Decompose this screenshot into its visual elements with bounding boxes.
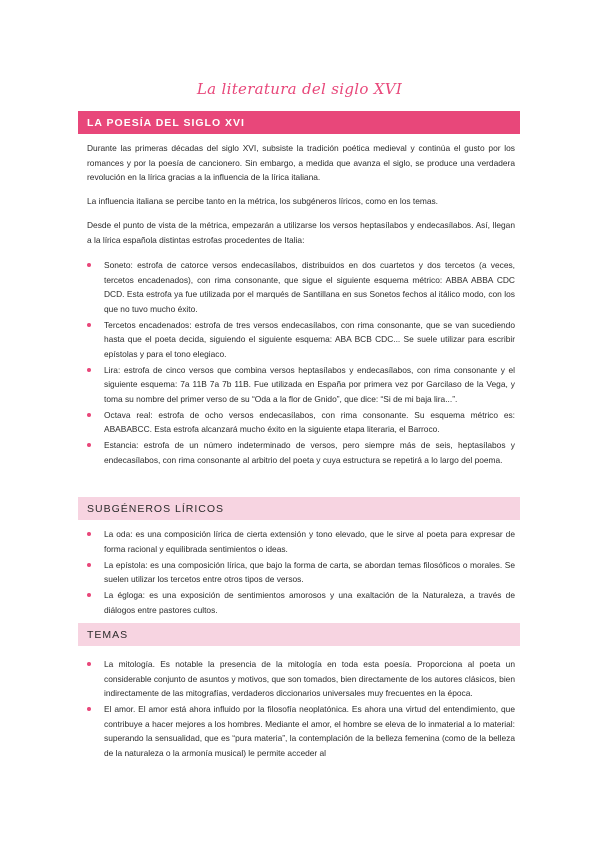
list-item: La epístola: es una composición lírica, que bajo la forma de carta, se abordan temas filosóficos o morales. Se suelen utilizar los tercetos entre otros tipos de versos. [87, 558, 515, 587]
section-heading-poesia: LA POESÍA DEL SIGLO XVI [78, 111, 520, 134]
bullet-icon [87, 662, 91, 666]
bullet-icon [87, 593, 91, 597]
paragraph-metrica: Desde el punto de vista de la métrica, empezarán a utilizarse los versos heptasílabos y endecasílabos. Así, llegan a la lírica española distintas estrofas procedentes de Italia: [87, 220, 515, 245]
list-item: La mitología. Es notable la presencia de la mitología en toda esta poesía. Proporciona al poeta un considerable conjunto de asuntos y motivos, que son tomados, bien directamente de los autores clásicos, bien indirectamente de las mitografías, verdaderos diccionarios universales muy frecuentes en la época. [87, 657, 515, 701]
list-item: Soneto: estrofa de catorce versos endecasílabos, distribuidos en dos cuartetos y dos tercetos (a veces, tercetos encadenados), con rima consonante, que sigue el siguiente esquema métrico: ABBA ABBA CDC DCD. Esta estrofa ya fue utilizada por el marqués de Santillana en sus Sonetos fechos al itálico modo, con los que no tuvo mucho éxito. [87, 258, 515, 316]
estrofas-list [87, 258, 515, 469]
bullet-icon [87, 413, 91, 417]
list-item: La égloga: es una exposición de sentimientos amorosos y una exaltación de la Naturaleza, a través de diálogos entre pastores cultos. [87, 588, 515, 617]
bullet-icon [87, 368, 91, 372]
document-title: La literatura del siglo XVI [196, 80, 403, 98]
list-item: El amor. El amor está ahora influido por la filosofía neoplatónica. Es ahora una virtud del entendimiento, que contribuye a hacer mejores a los hombres. Mediante el amor, el hombre se eleva de lo inmaterial a lo material: superando la sensualidad, que es “pura materia”, la contemplación de la belleza femenina (como de la belleza de la naturaleza o la armonía musical) le permite acceder al [87, 702, 515, 760]
bullet-icon [87, 563, 91, 567]
subgeneros-list [87, 527, 515, 619]
list-item: Octava real: estrofa de ocho versos endecasílabos, con rima consonante. Su esquema métrico es: ABABABCC. Esta estrofa alcanzará mucho éxito en la siguiente etapa literaria, el Barroco. [87, 408, 515, 437]
paragraph-influencia: La influencia italiana se percibe tanto en la métrica, los subgéneros líricos, como en los temas. [87, 196, 439, 206]
list-item: Tercetos encadenados: estrofa de tres versos endecasílabos, con rima consonante, que se van sucediendo hasta que el poeta decida, siguiendo el siguiente esquema: ABA BCB CDC... Se suele utilizar para escribir epístolas y para el tono elegiaco. [87, 318, 515, 362]
section-heading-subgeneros: SUBGÉNEROS LÍRICOS [78, 497, 520, 520]
bullet-icon [87, 532, 91, 536]
list-item: La oda: es una composición lírica de cierta extensión y tono elevado, que le sirve al poeta para expresar de forma racional y equilibrada sentimientos o ideas. [87, 527, 515, 556]
bullet-icon [87, 323, 91, 327]
bullet-icon [87, 443, 91, 447]
section-heading-temas: TEMAS [78, 623, 520, 646]
list-item: Estancia: estrofa de un número indeterminado de versos, pero siempre más de seis, heptasílabos y endecasílabos, con rima consonante al arbitrio del poeta y cuya estructura se repetirá a lo largo del poema. [87, 438, 515, 467]
temas-list [87, 657, 515, 762]
paragraph-intro: Durante las primeras décadas del siglo XVI, subsiste la tradición poética medieval y continúa el gusto por los romances y por la poesía de cancionero. Sin embargo, a medida que avanza el siglo, se produce una verdadera revolución en la lírica gracias a la influencia de la lírica italiana. [87, 143, 515, 182]
bullet-icon [87, 707, 91, 711]
list-item: Lira: estrofa de cinco versos que combina versos heptasílabos y endecasílabos, con rima consonante y el siguiente esquema: 7a 11B 7a 7b 11B. Fue utilizada en España por primera vez por Garcilaso de la Vega, y toma su nombre del primer verso de su “Oda a la flor de Gnido”, que dice: “Si de mi baja lira...”. [87, 363, 515, 407]
bullet-icon [87, 263, 91, 267]
